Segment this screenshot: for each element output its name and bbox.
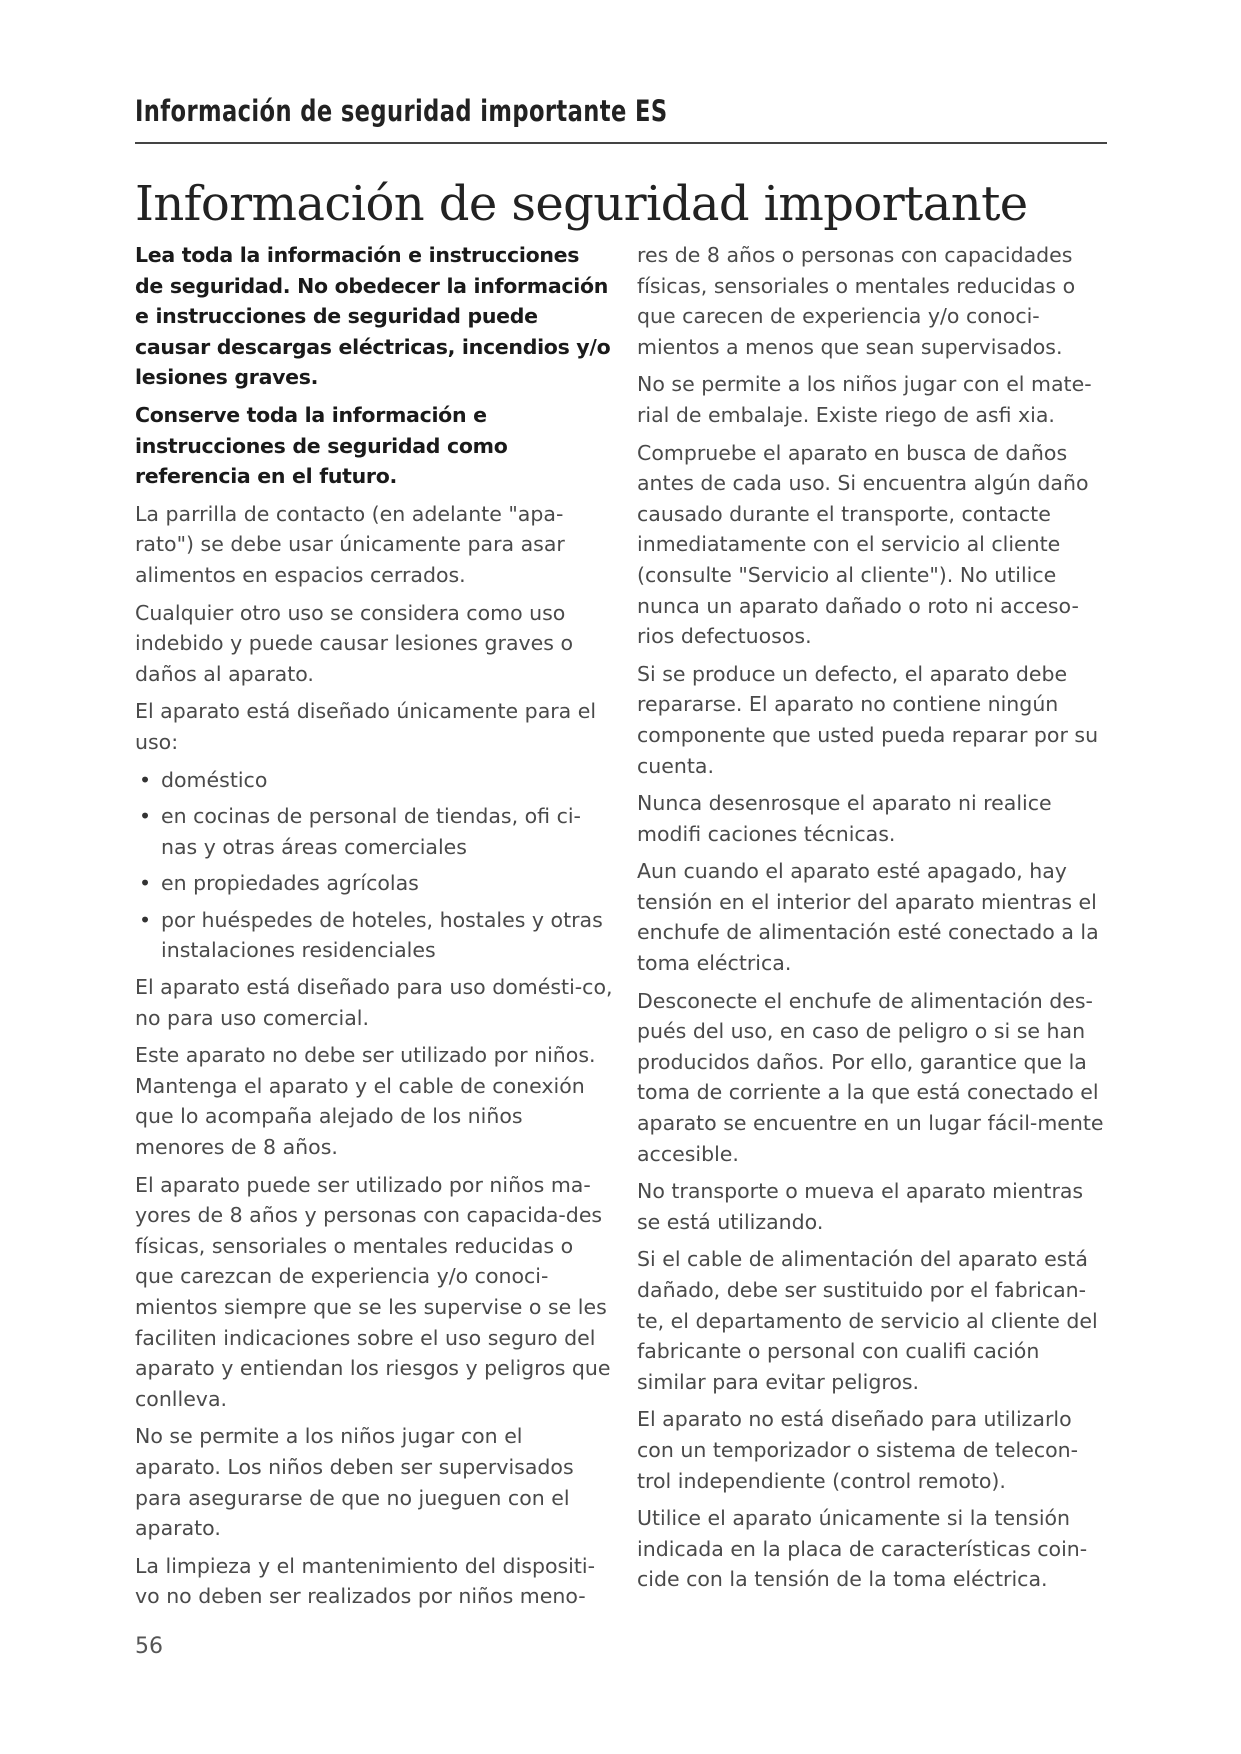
list-item-text: por huéspedes de hoteles, hostales y otras instalaciones residenciales — [161, 907, 603, 963]
paragraph-domestic-use: El aparato está diseñado para uso domésti-co, no para uso comercial. — [135, 975, 613, 1030]
paragraph-check-damage: Compruebe el aparato en busca de daños antes de cada uso. Si encuentra algún daño causado durante el transporte, contacte inmediatamente con el servicio al cliente (consulte "Servicio al cliente"). No utilice nunca un aparato dañado o roto ni acceso-rios defectuosos. — [637, 440, 1089, 649]
page-number: 56 — [135, 1634, 163, 1659]
paragraph-intended-use: La parrilla de contacto (en adelante "apa-rato") se debe usar únicamente para asar alimentos en espacios cerrados. — [135, 501, 565, 587]
paragraph-voltage-inside: Aun cuando el aparato esté apagado, hay tensión en el interior del aparato mientras el enchufe de alimentación esté conectado a la toma eléctrica. — [637, 859, 1099, 976]
list-item — [135, 765, 613, 796]
intro-bold-paragraph-2: Conserve toda la información e instrucciones de seguridad como referencia en el futuro. — [135, 402, 508, 489]
right-column — [637, 240, 1107, 1602]
left-column — [135, 240, 613, 1619]
paragraph-children-play: No se permite a los niños jugar con el aparato. Los niños deben ser supervisados para asegurarse de que no jueguen con el aparato. — [135, 1424, 574, 1541]
list-item — [135, 801, 613, 862]
paragraph-cleaning: La limpieza y el mantenimiento del dispositi-vo no deben ser realizados por niños meno- — [135, 1553, 596, 1609]
paragraph-no-transport: No transporte o mueva el aparato mientras se está utilizando. — [637, 1179, 1084, 1234]
use-bullet-list — [135, 765, 613, 967]
paragraph-misuse: Cualquier otro uso se considera como uso indebido y puede causar lesiones graves o daños al aparato. — [135, 600, 574, 686]
paragraph-timer: El aparato no está diseñado para utilizarlo con un temporizador o sistema de telecon-trol independiente (control remoto). — [637, 1407, 1079, 1493]
running-header: Información de seguridad importante ES — [135, 94, 668, 128]
list-item — [135, 905, 613, 966]
paragraph-voltage-match: Utilice el aparato únicamente si la tensión indicada en la placa de características coin-cide con la tensión de la toma eléctrica. — [637, 1506, 1088, 1592]
page-title: Información de seguridad importante — [135, 176, 1028, 232]
paragraph-defect: Si se produce un defecto, el aparato debe repararse. El aparato no contiene ningún componente que usted pueda reparar por su cuenta. — [637, 661, 1099, 778]
bullet-icon: • — [139, 767, 152, 792]
bullet-icon: • — [139, 871, 152, 896]
list-item — [135, 868, 613, 899]
list-item-text: en propiedades agrícolas — [161, 871, 419, 896]
paragraph-packaging: No se permite a los niños jugar con el mate-rial de embalaje. Existe riego de asfi xia. — [637, 372, 1092, 427]
paragraph-use-intro: El aparato está diseñado únicamente para el uso: — [135, 699, 597, 754]
paragraph-children-warning: Este aparato no debe ser utilizado por niños. Mantenga el aparato y el cable de conexión que lo acompaña alejado de los niños menores de 8 años. — [135, 1043, 596, 1160]
bullet-icon: • — [139, 804, 152, 829]
paragraph-no-modifications: Nunca desenrosque el aparato ni realice modifi caciones técnicas. — [637, 791, 1052, 846]
paragraph-damaged-cable: Si el cable de alimentación del aparato está dañado, debe ser sustituido por el fabrican-te, el departamento de servicio al cliente del fabricante o personal con cualifi cación similar para evitar peligros. — [637, 1247, 1098, 1394]
paragraph-disconnect: Desconecte el enchufe de alimentación des-pués del uso, en caso de peligro o si se han producidos daños. Por ello, garantice que la toma de corriente a la que está conectado el aparato se encuentre en un lugar fácil-mente accesible. — [637, 988, 1104, 1166]
bullet-icon: • — [139, 907, 152, 932]
list-item-text: doméstico — [161, 767, 268, 792]
header-divider — [135, 142, 1107, 144]
intro-bold-paragraph-1: Lea toda la información e instrucciones de seguridad. No obedecer la información e instrucciones de seguridad puede causar descargas eléctricas, incendios y/o lesiones graves. — [135, 243, 611, 390]
paragraph-supervised-use: El aparato puede ser utilizado por niños ma-yores de 8 años y personas con capacida-des físicas, sensoriales o mentales reducidas o que carezcan de experiencia y/o conoci-mientos siempre que se les supervise o se les faciliten indicaciones sobre el uso seguro del aparato y entiendan los riesgos y peligros que conlleva. — [135, 1172, 611, 1411]
list-item-text: en cocinas de personal de tiendas, ofi ci-nas y otras áreas comerciales — [161, 804, 581, 859]
paragraph-cleaning-continued: res de 8 años o personas con capacidades físicas, sensoriales o mentales reducidas o que carecen de experiencia y/o conoci-mientos a menos que sean supervisados. — [637, 243, 1076, 359]
